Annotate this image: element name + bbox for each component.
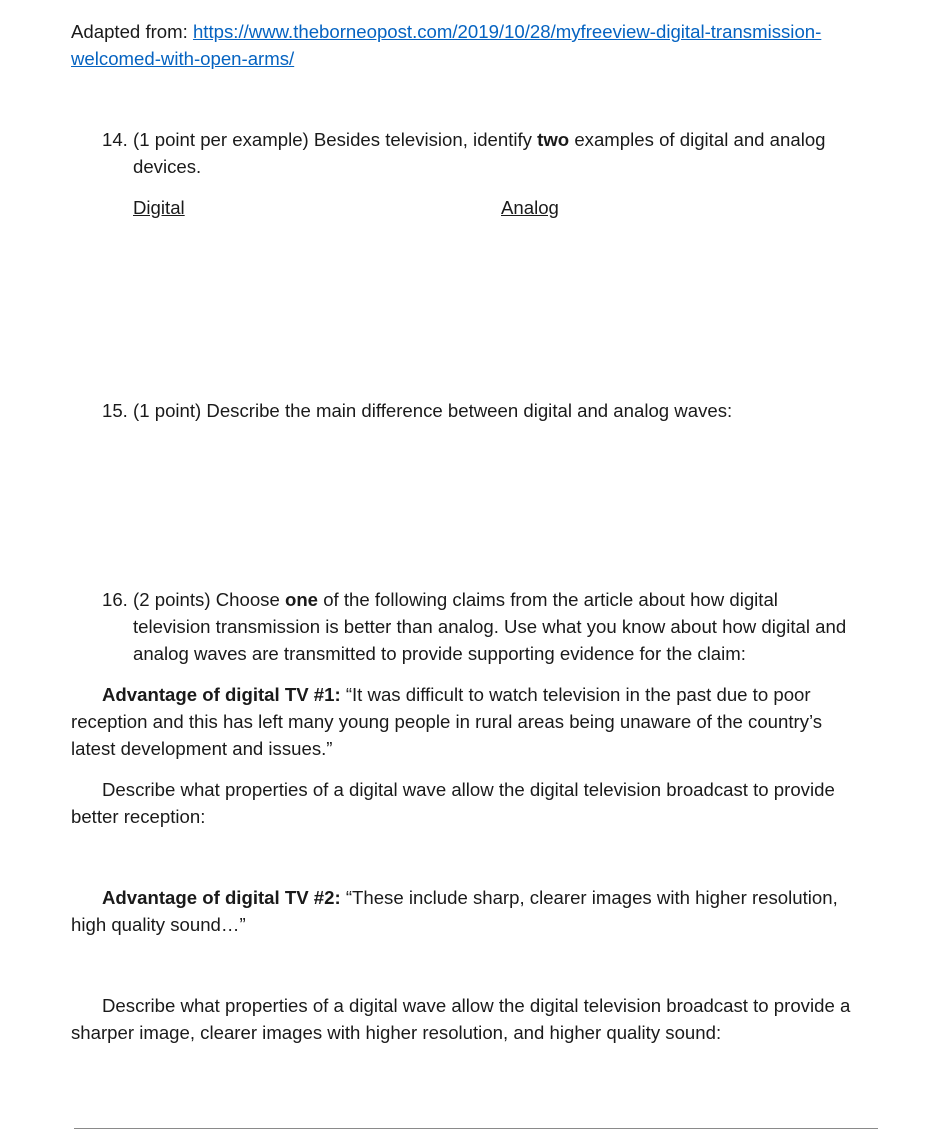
analog-column-header: Analog — [501, 197, 559, 218]
source-link-continued[interactable]: welcomed-with-open-arms/ — [71, 48, 295, 69]
digital-column-header: Digital — [133, 197, 185, 218]
question-14-cont: devices. — [133, 156, 202, 177]
question-16-line-2: television transmission is better than analog. Use what you know about how digital and — [133, 616, 847, 637]
q16-bold: one — [284, 589, 319, 610]
q16-text-a: (2 points) Choose — [133, 589, 285, 610]
question-16 — [102, 586, 778, 613]
advantage-1-prompt-2: better reception: — [71, 806, 206, 827]
advantage-2-prompt-2: sharper image, clearer images with higher resolution, and higher quality sound: — [71, 1022, 722, 1043]
q16-number: 16. — [102, 589, 128, 610]
source-line-1 — [71, 18, 821, 45]
q15-number: 15. — [102, 400, 128, 421]
advantage-2-prompt-1: Describe what properties of a digital wave allow the digital television broadcast to provide a — [102, 995, 851, 1016]
q14-number: 14. — [102, 129, 128, 150]
question-16-line-3: analog waves are transmitted to provide supporting evidence for the claim: — [133, 643, 746, 664]
page-bottom-divider — [74, 1128, 878, 1129]
advantage-1-quote: “It was difficult to watch television in the past due to poor — [340, 684, 811, 705]
question-15 — [102, 397, 732, 424]
advantage-1-prompt-1: Describe what properties of a digital wave allow the digital television broadcast to provide — [102, 779, 835, 800]
advantage-2-label: Advantage of digital TV #2: — [102, 887, 341, 908]
advantage-1-line-1 — [102, 681, 811, 708]
source-line-2 — [71, 45, 294, 72]
advantage-1-line-2: reception and this has left many young people in rural areas being unaware of the country’s — [71, 711, 823, 732]
source-prefix: Adapted from: — [71, 21, 193, 42]
advantage-1-line-3: latest development and issues.” — [71, 738, 333, 759]
advantage-2-line-1 — [102, 884, 838, 911]
q15-text: (1 point) Describe the main difference between digital and analog waves: — [133, 400, 733, 421]
question-14 — [102, 126, 826, 153]
q14-bold: two — [537, 129, 570, 150]
q16-text-b: of the following claims from the article about how digital — [318, 589, 778, 610]
advantage-1-label: Advantage of digital TV #1: — [102, 684, 341, 705]
advantage-2-line-2: high quality sound…” — [71, 914, 246, 935]
q14-text-b: examples of digital and analog — [569, 129, 826, 150]
q14-text-a: (1 point per example) Besides television, identify — [133, 129, 538, 150]
source-link[interactable]: https://www.theborneopost.com/2019/10/28/myfreeview-digital-transmission- — [192, 21, 822, 42]
advantage-2-quote: “These include sharp, clearer images with higher resolution, — [340, 887, 838, 908]
